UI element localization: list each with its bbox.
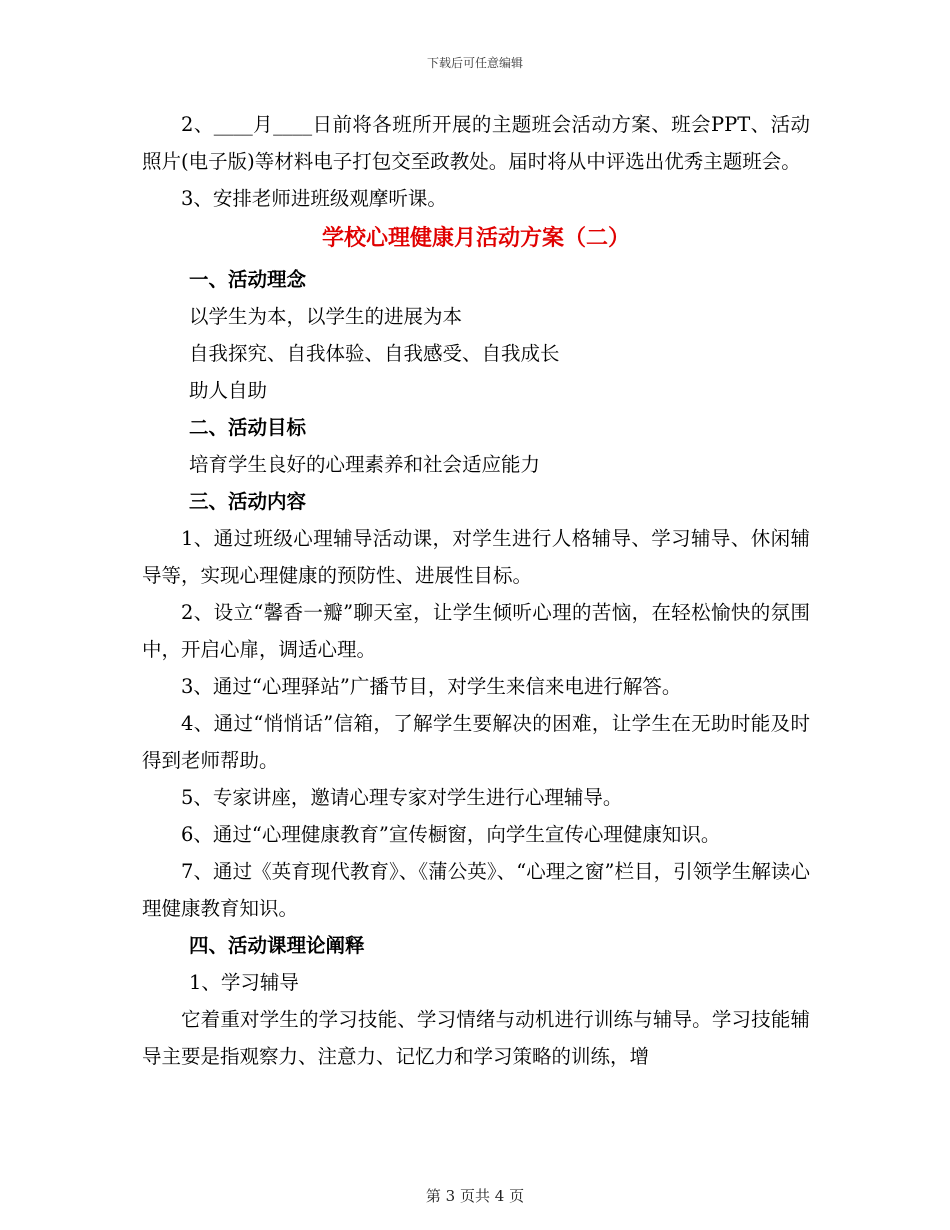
- page-footer: 第 3 页共 4 页: [425, 1187, 525, 1205]
- heading-activity-concept: 一、活动理念: [189, 268, 307, 291]
- concept-item: 自我探究、自我体验、自我感受、自我成长: [189, 342, 560, 365]
- paragraph-study-guidance: 它着重对学生的学习技能、学习情绪与动机进行训练与辅导。学习技能辅导主要是指观察力、注意力、记忆力和学习策略的训练，增: [142, 1008, 810, 1068]
- concept-item: 助人自助: [189, 379, 268, 402]
- paragraph-observe: 3、安排老师进班级观摩听课。: [181, 187, 447, 210]
- paragraph-deadline: 2、____月____日前将各班所开展的主题班会活动方案、班会PPT、活动照片(电子版)等材料电子打包交至政教处。届时将从中评选出优秀主题班会。: [142, 113, 810, 173]
- goal-text: 培育学生良好的心理素养和社会适应能力: [189, 453, 541, 476]
- heading-activity-theory: 四、活动课理论阐释: [189, 934, 365, 957]
- content-item: 5、专家讲座，邀请心理专家对学生进行心理辅导。: [181, 786, 623, 809]
- concept-item: 以学生为本，以学生的进展为本: [189, 305, 463, 328]
- document-body: [142, 106, 810, 1075]
- content-item: 1、通过班级心理辅导活动课，对学生进行人格辅导、学习辅导、休闲辅导等，实现心理健康的预防性、进展性目标。: [142, 527, 810, 587]
- content-item: 6、通过“心理健康教育”宣传橱窗，向学生宣传心理健康知识。: [181, 823, 721, 846]
- section-title: 学校心理健康月活动方案（二）: [321, 225, 630, 251]
- content-item: 3、通过“心理驿站”广播节目，对学生来信来电进行解答。: [181, 675, 682, 698]
- content-item: 2、设立“馨香一瓣”聊天室，让学生倾听心理的苦恼，在轻松愉快的氛围中，开启心扉，调适心理。: [142, 601, 810, 661]
- content-item: 4、通过“悄悄话”信箱，了解学生要解决的困难，让学生在无助时能及时得到老师帮助。: [142, 712, 810, 772]
- content-item: 7、通过《英育现代教育》、《蒲公英》、“心理之窗”栏目，引领学生解读心理健康教育知识。: [142, 860, 810, 920]
- page-header: 下载后可任意编辑: [426, 56, 523, 70]
- heading-activity-goal: 二、活动目标: [189, 416, 307, 439]
- subheading-study-guidance: 1、学习辅导: [189, 971, 299, 994]
- heading-activity-content: 三、活动内容: [189, 490, 307, 513]
